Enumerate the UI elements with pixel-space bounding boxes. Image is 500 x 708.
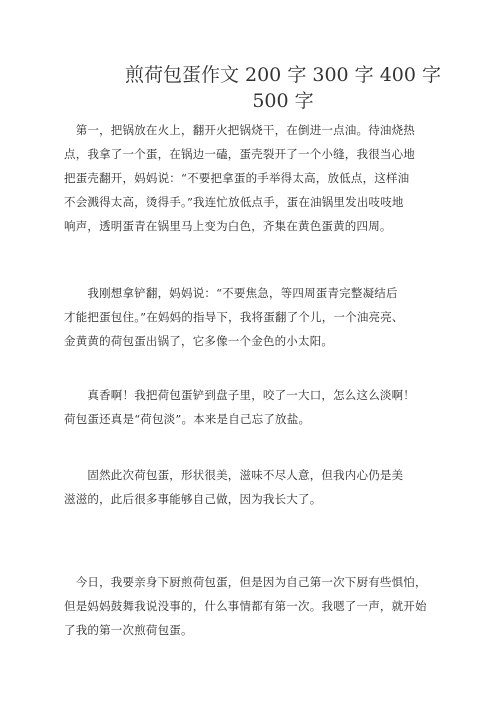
paragraph-line: 今日，我要亲身下厨煎荷包蛋，但是因为自己第一次下厨有些惧怕， (64, 575, 427, 589)
paragraph-3 (64, 383, 415, 431)
paragraph-line: 真香啊！我把荷包蛋铲到盘子里，咬了一大口，怎么这么淡啊！ (64, 388, 415, 402)
paragraph-line: 金黄黄的荷包蛋出锅了，它多像一个金色的小太阳。 (64, 334, 334, 348)
paragraph-line: 不会溅得太高，烫得手。”我连忙放低点手，蛋在油锅里发出吱吱地 (64, 195, 404, 209)
title-text: 煎荷包蛋作文 200 字 300 字 400 字 500 字 (124, 64, 442, 112)
paragraph-line: 滋滋的，此后很多事能够自己做，因为我长大了。 (64, 492, 322, 506)
paragraph-line: 但是妈妈鼓舞我说没事的，什么事情都有第一次。我嗯了一声，就开始 (64, 599, 427, 613)
paragraph-4 (64, 463, 403, 511)
paragraph-2 (64, 281, 404, 353)
paragraph-line: 把蛋壳翻开，妈妈说：“不要把拿蛋的手举得太高，放低点，这样油 (64, 171, 410, 185)
paragraph-5 (64, 570, 427, 642)
paragraph-line: 第一，把锅放在火上，翻开火把锅烧干，在倒进一点油。待油烧热 (64, 123, 415, 137)
paragraph-line: 才能把蛋包住。”在妈妈的指导下，我将蛋翻了个儿，一个油亮亮、 (64, 310, 404, 324)
paragraph-line: 了我的第一次煎荷包蛋。 (64, 623, 193, 637)
paragraph-line: 固然此次荷包蛋，形状很美，滋味不尽人意，但我内心仍是美 (64, 468, 404, 482)
paragraph-line: 点，我拿了一个蛋，在锅边一磕，蛋壳裂开了一个小缝，我很当心地 (64, 147, 415, 161)
paragraph-1 (64, 118, 415, 238)
paragraph-line: 我刚想拿铲翻，妈妈说：“不要焦急，等四周蛋青完整凝结后 (64, 286, 398, 300)
paragraph-line: 响声，透明蛋青在锅里马上变为白色，齐集在黄色蛋黄的四周。 (64, 219, 392, 233)
paragraph-line: 荷包蛋还真是“荷包淡”。本来是自己忘了放盐。 (64, 412, 311, 426)
document-title (108, 62, 458, 114)
